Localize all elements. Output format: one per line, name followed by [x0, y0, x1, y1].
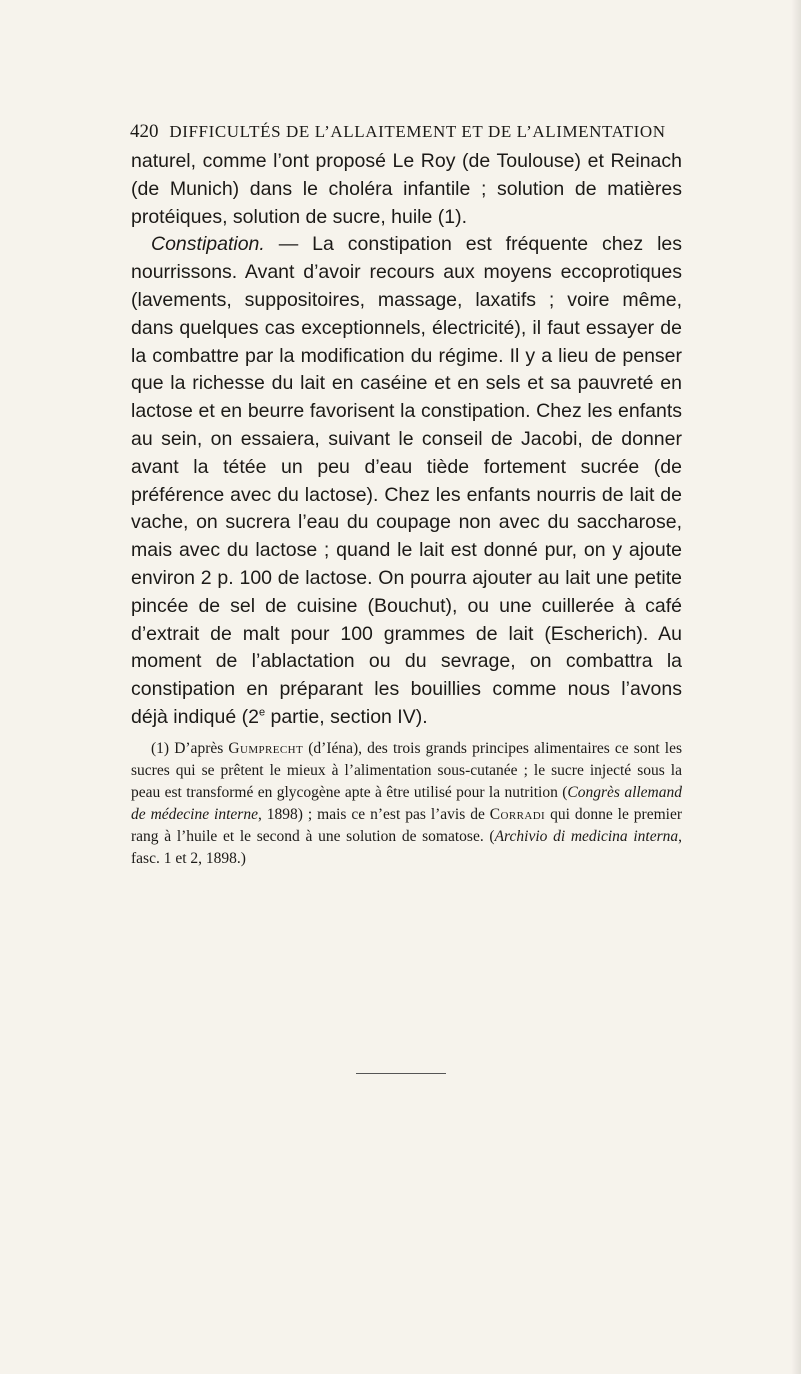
- footnote-text-2: , 1898) ; mais ce n’est pas l’avis de: [257, 806, 490, 823]
- page-edge-shadow: [791, 0, 801, 1374]
- running-title: DIFFICULTÉS DE L’ALLAITEMENT ET DE L’ALIMENTATION: [169, 122, 666, 141]
- running-header: [130, 121, 690, 143]
- footnote-marker: (1) D’après: [151, 740, 229, 757]
- section-heading-constipation: Constipation.: [151, 233, 265, 256]
- paragraph-2-end: partie, section IV).: [265, 705, 428, 728]
- footnote: [131, 738, 682, 870]
- superscript-e: e: [258, 706, 266, 719]
- footnote-author-corradi: Corradi: [489, 806, 546, 823]
- footnote-text-3: qui donne le premier rang à l’huile et le second à une solution de somatose. (: [131, 806, 682, 845]
- paragraph-2-text: — La constipation est fréquente chez les nourrissons. Avant d’avoir recours aux moyens eccoprotiques (lavements, suppositoires, massage, laxatifs ; voire même, dans quelques cas exceptionnels, électricité), il faut essayer de la combattre par la modification du régime. Il y a lieu de penser que la richesse du lait en caséine et en sels et sa pauvreté en lactose et en beurre favorisent la constipation. Chez les enfants au sein, on essaiera, suivant le conseil de Jacobi, de donner avant la tétée un peu d’eau tiède fortement sucrée (de préférence avec du lactose). Chez les enfants nourris de lait de vache, on sucrera l’eau du coupage non avec du saccharose, mais avec du lactose ; quand le lait est donné pur, on y ajoute environ 2 p. 100 de lactose. On pourra ajouter au lait une petite pincée de sel de cuisine (Bouchut), ou une cuillerée à café d’extrait de malt pour 100 grammes de lait (Escherich). Au moment de l’ablactation ou du sevrage, on combattra la constipation en préparant les bouillies comme nous l’avons déjà indiqué (2: [131, 233, 682, 728]
- paragraph-constipation: [131, 231, 682, 731]
- footnote-text-4: , fasc. 1 et 2, 1898.): [131, 828, 682, 867]
- main-text: [131, 148, 682, 732]
- footnote-author-gumprecht: Gumprecht: [228, 740, 304, 757]
- page-number: 420: [130, 121, 159, 142]
- bottom-rule: [356, 1073, 446, 1074]
- footnote-text-1: (d’Iéna), des trois grands principes alimentaires ce sont les sucres qui se prêtent le mieux à l’alimentation sous-cutanée ; le sucre injecté sous la peau est transformé en glycogène apte à être utilisé pour la nutrition (: [131, 740, 682, 801]
- paragraph-1: naturel, comme l’ont proposé Le Roy (de Toulouse) et Reinach (de Munich) dans le choléra infantile ; solution de matières protéiques, solution de sucre, huile (1).: [131, 150, 682, 228]
- footnote-ref-archivio: Archivio di medicina interna: [494, 828, 679, 845]
- footnote-1: [131, 738, 682, 870]
- footnote-ref-congres: Congrès allemand de médecine interne: [131, 784, 682, 823]
